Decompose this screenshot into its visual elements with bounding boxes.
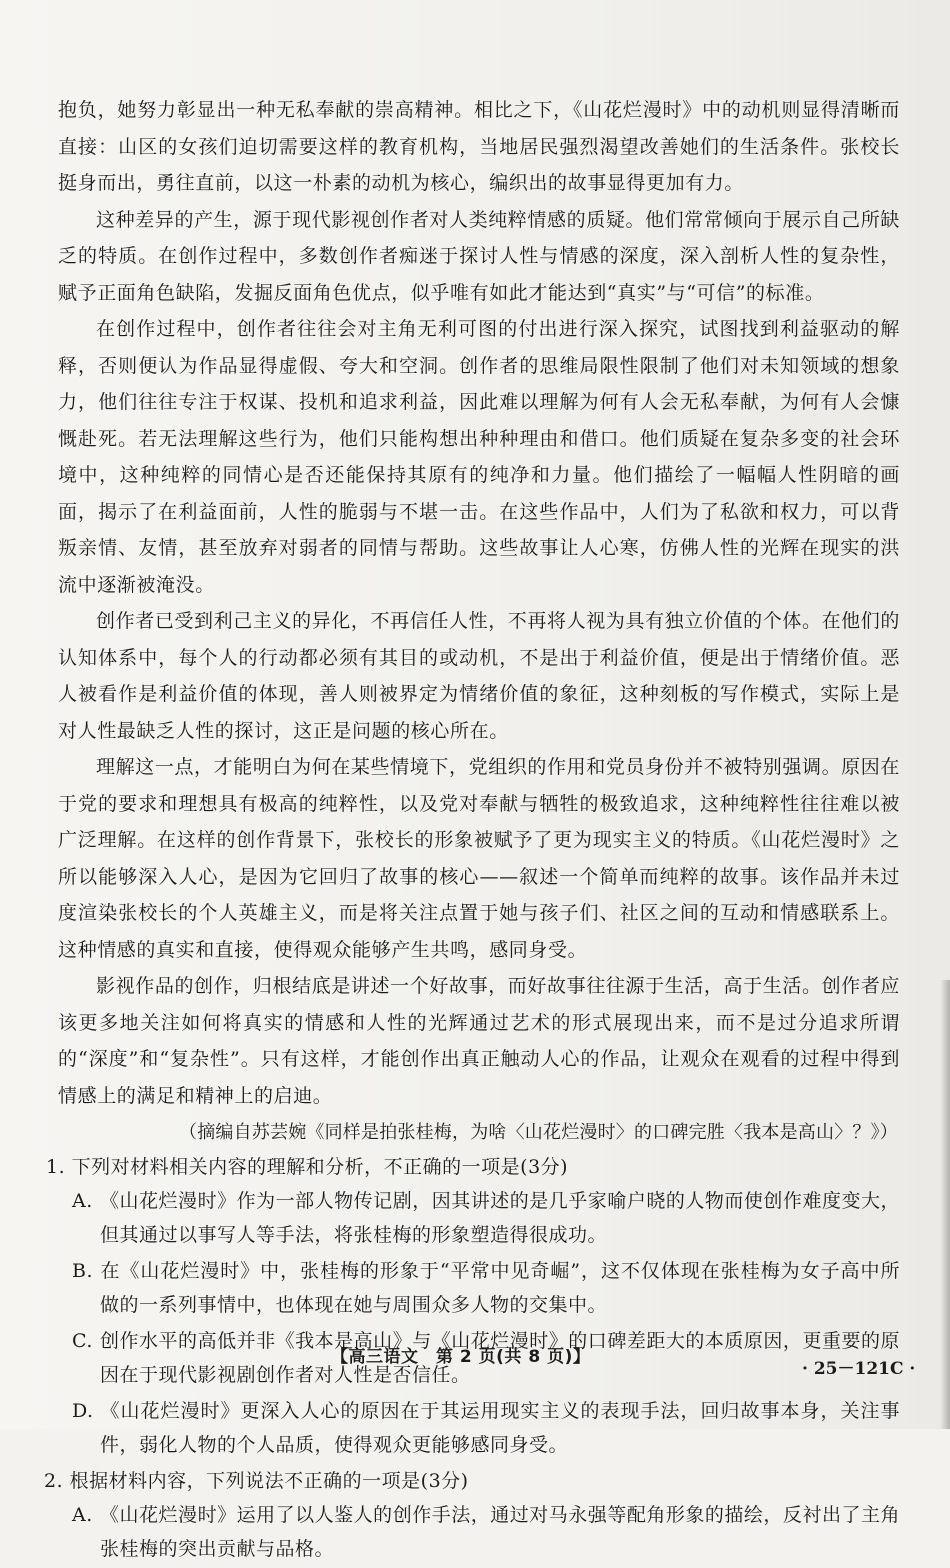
option-letter: A. <box>72 1190 93 1212</box>
option-letter: B. <box>72 1260 94 1282</box>
passage-paragraph-3: 在创作过程中，创作者往往会对主角无利可图的付出进行深入探究，试图找到利益驱动的解释，否则便认为作品显得虚假、夸大和空洞。创作者的思维局限性限制了他们对未知领域的想象力，他们往往专注于权谋、投机和追求利益，因此难以理解为何有人会无私奉献，为何有人会慷慨赴死。若无法理解这些行为，他们只能构想出种种理由和借口。他们质疑在复杂多变的社会环境中，这种纯粹的同情心是否还能保持其原有的纯净和力量。他们描绘了一幅幅人性阴暗的画面，揭示了在利益面前，人性的脆弱与不堪一击。在这些作品中，人们为了私欲和权力，可以背叛亲情、友情，甚至放弃对弱者的同情与帮助。这些故事让人心寒，仿佛人性的光辉在现实的洪流中逐渐被淹没。 <box>58 318 900 596</box>
passage-paragraph-1: 抱负，她努力彰显出一种无私奉献的崇高精神。相比之下，《山花烂漫时》中的动机则显得清晰而直接：山区的女孩们迫切需要这样的教育机构，当地居民强烈渴望改善她们的生活条件。张校长挺身而出，勇往直前，以这一朴素的动机为核心，编织出的故事显得更加有力。 <box>58 99 900 194</box>
option-text: 《山花烂漫时》更深入人心的原因在于其运用现实主义的表现手法，回归故事本身，关注事件，弱化人物的个人品质，使得观众更能够感同身受。 <box>100 1400 900 1456</box>
question-2-option-a <box>72 1498 900 1566</box>
page-footer <box>0 1342 950 1379</box>
question-1-option-b <box>72 1254 900 1322</box>
question-1-option-d <box>72 1394 900 1462</box>
option-letter: C. <box>72 1330 93 1352</box>
passage-paragraph-4: 创作者已受到利己主义的异化，不再信任人性，不再将人视为具有独立价值的个体。在他们的认知体系中，每个人的行动都必须有其目的或动机，不是出于利益价值，便是出于情绪价值。恶人被看作是利益价值的体现，善人则被界定为情绪价值的象征，这种刻板的写作模式，实际上是对人性最缺乏人性的探讨，这正是问题的核心所在。 <box>58 610 900 742</box>
passage-paragraph-6: 影视作品的创作，归根结底是讲述一个好故事，而好故事往往源于生活，高于生活。创作者应该更多地关注如何将真实的情感和人性的光辉通过艺术的形式展现出来，而不是过分追求所谓的“深度”和“复杂性”。只有这样，才能创作出真正触动人心的作品，让观众在观看的过程中得到情感上的满足和精神上的启迪。 <box>58 975 900 1107</box>
footer-page-label: 【高三语文 第 2 页(共 8 页)】 <box>331 1347 591 1367</box>
passage-paragraph-2: 这种差异的产生，源于现代影视创作者对人类纯粹情感的质疑。他们常常倾向于展示自己所缺乏的特质。在创作过程中，多数创作者痴迷于探讨人性与情感的深度，深入剖析人性的复杂性，赋予正面角色缺陷，发掘反面角色优点，似乎唯有如此才能达到“真实”与“可信”的标准。 <box>58 208 900 304</box>
option-text: 《山花烂漫时》作为一部人物传记剧，因其讲述的是几乎家喻户晓的人物而使创作难度变大，但其通过以事写人等手法，将张桂梅的形象塑造得很成功。 <box>100 1190 900 1246</box>
option-letter: D. <box>72 1400 94 1422</box>
option-text: 《山花烂漫时》运用了以人鉴人的创作手法，通过对马永强等配角形象的描绘，反衬出了主角张桂梅的突出贡献与品格。 <box>100 1504 900 1560</box>
footer-exam-code: · 25－121C · <box>802 1359 916 1379</box>
passage-paragraph-5: 理解这一点，才能明白为何在某些情境下，党组织的作用和党员身份并不被特别强调。原因在于党的要求和理想具有极高的纯粹性，以及党对奉献与牺牲的极致追求，这种纯粹性往往难以被广泛理解。在这样的创作背景下，张校长的形象被赋予了更为现实主义的特质。《山花烂漫时》之所以能够深入人心，是因为它回归了故事的核心——叙述一个简单而纯粹的故事。该作品并未过度渲染张校长的个人英雄主义，而是将关注点置于她与孩子们、社区之间的互动和情感联系上。这种情感的真实和直接，使得观众能够产生共鸣，感同身受。 <box>58 756 900 961</box>
option-letter: A. <box>72 1504 93 1526</box>
passage-source: （摘编自苏芸婉《同样是拍张桂梅，为啥〈山花烂漫时〉的口碑完胜〈我本是高山〉？》） <box>179 1122 898 1143</box>
question-1-option-a <box>72 1184 900 1252</box>
question-2-stem: 2. 根据材料内容，下列说法不正确的一项是(3分) <box>44 1470 469 1492</box>
question-1-stem: 1. 下列对材料相关内容的理解和分析，不正确的一项是(3分) <box>46 1156 569 1178</box>
option-text: 在《山花烂漫时》中，张桂梅的形象于“平常中见奇崛”，这不仅体现在张桂梅为女子高中所做的一系列事情中，也体现在她与周围众多人物的交集中。 <box>100 1260 900 1316</box>
option-text: 创作水平的高低并非《我本是高山》与《山花烂漫时》的口碑差距大的本质原因，更重要的原因在于现代影视剧创作者对人性是否信任。 <box>100 1330 900 1386</box>
